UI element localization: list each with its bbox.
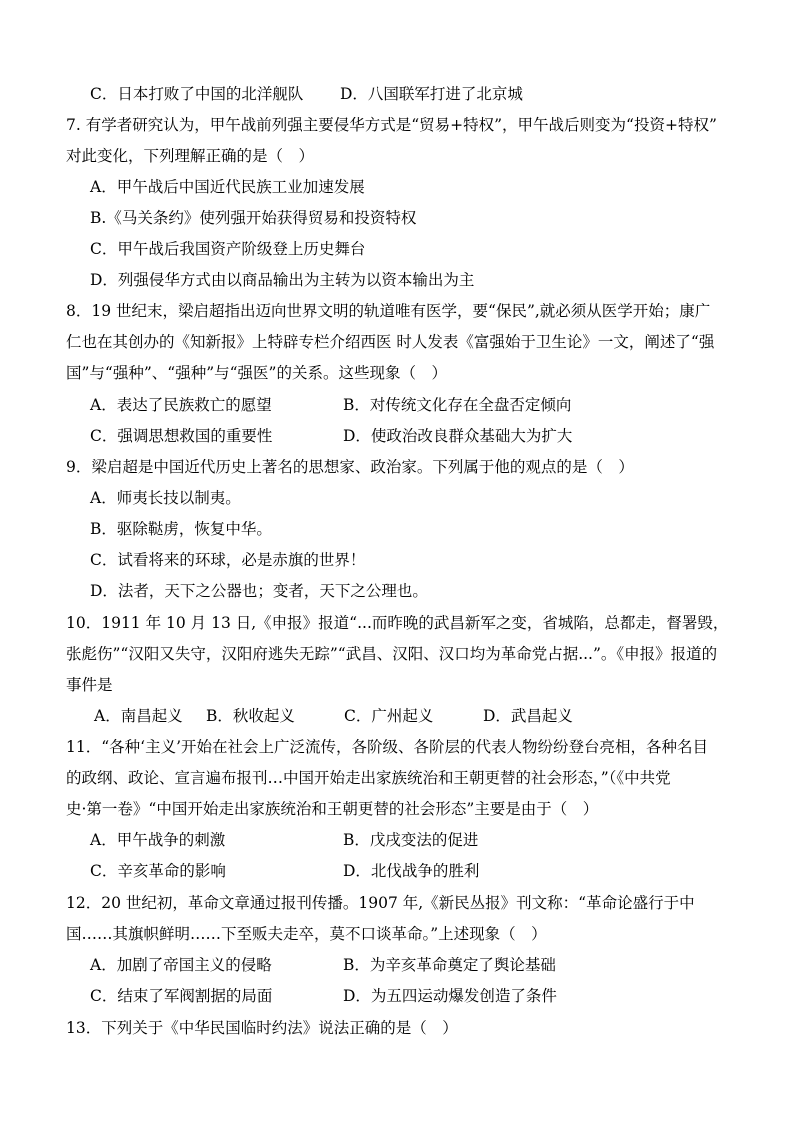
q11-option-b: B．戊戌变法的促进	[343, 831, 479, 849]
q10-stem-line2: 张彪伤”“汉阳又失守，汉阳府逃失无踪”“武昌、汉阳、汉口均为革命党占据...”。《申报》报道的	[66, 645, 718, 663]
q7-stem-line1: 7. 有学者研究认为，甲午战前列强主要侵华方式是“贸易+特权”，甲午战后则变为“投资+特权”	[66, 116, 717, 134]
q9-option-c: C．试看将来的环球，必是赤旗的世界！	[90, 551, 366, 569]
q13-stem-line1: 13．下列关于《中华民国临时约法》说法正确的是（ ）	[66, 1019, 458, 1037]
q10-stem-line3: 事件是	[66, 676, 113, 694]
q9-option-a: A．师夷长技以制夷。	[90, 489, 241, 507]
q7-stem-line2: 对此变化，下列理解正确的是（ ）	[66, 147, 315, 165]
q10-option-c: C．广州起义	[344, 707, 434, 725]
q8-option-c: C．强调思想救国的重要性	[90, 427, 273, 445]
q7-option-c: C．甲午战后我国资产阶级登上历史舞台	[90, 240, 366, 258]
q9-option-d: D．法者，天下之公器也；变者，天下之公理也。	[90, 582, 428, 600]
q7-option-b: B.《马关条约》使列强开始获得贸易和投资特权	[90, 209, 417, 227]
q8-stem-line3: 国”与“强种”、“强种”与“强医”的关系。这些现象（ ）	[66, 364, 447, 382]
q9-option-b: B．驱除鞑虏，恢复中华。	[90, 520, 272, 538]
q8-stem-line1: 8．19 世纪末，梁启超指出迈向世界文明的轨道唯有医学，要“保民”,就必须从医学开始；康广	[66, 302, 711, 320]
q8-option-d: D．使政治改良群众基础大为扩大	[343, 427, 573, 445]
q12-option-b: B．为辛亥革命奠定了舆论基础	[343, 956, 556, 974]
q12-option-c: C．结束了军阀割据的局面	[90, 987, 273, 1005]
q11-option-c: C．辛亥革命的影响	[90, 862, 226, 880]
q8-stem-line2: 仁也在其创办的《知新报》上特辟专栏介绍西医 时人发表《富强始于卫生论》一文，阐述了“强	[66, 333, 715, 351]
q10-option-d: D．武昌起义	[483, 707, 573, 725]
q11-option-a: A．甲午战争的刺激	[90, 831, 226, 849]
q10-stem-line1: 10．1911 年 10 月 13 日,《申报》报道“...而昨晚的武昌新军之变，省城陷，总都走，督署毁，	[66, 614, 729, 632]
q12-stem-line1: 12．20 世纪初，革命文章通过报刊传播。1907 年,《新民丛报》刊文称：“革命论盛行于中	[66, 894, 695, 912]
q12-stem-line2: 国……其旗帜鲜明……下至贩夫走卒，莫不口谈革命。”上述现象（ ）	[66, 925, 547, 943]
q11-stem-line2: 的政纲、政论、宣言遍布报刊…中国开始走出家族统治和王朝更替的社会形态，”（《中共党	[66, 769, 671, 787]
q6-option-c: C．日本打败了中国的北洋舰队	[90, 85, 304, 103]
q6-option-d: D．八国联军打进了北京城	[340, 85, 523, 103]
q7-option-a: A．甲午战后中国近代民族工业加速发展	[90, 178, 365, 196]
q11-option-d: D．北伐战争的胜利	[343, 862, 480, 880]
q12-option-d: D．为五四运动爆发创造了条件	[343, 987, 557, 1005]
q7-option-d: D．列强侵华方式由以商品输出为主转为以资本输出为主	[90, 271, 475, 289]
q8-option-a: A．表达了民族救亡的愿望	[90, 396, 272, 414]
q8-option-b: B．对传统文化存在全盘否定倾向	[343, 396, 572, 414]
q11-stem-line3: 史·第一卷》“中国开始走出家族统治和王朝更替的社会形态”主要是由于（ ）	[66, 800, 599, 818]
q12-option-a: A．加剧了帝国主义的侵略	[90, 956, 272, 974]
q11-stem-line1: 11．“各种‘主义’开始在社会上广泛流传，各阶级、各阶层的代表人物纷纷登台亮相，各种名目	[66, 738, 709, 756]
q9-stem-line1: 9．梁启超是中国近代历史上著名的思想家、政治家。下列属于他的观点的是（ ）	[66, 458, 634, 476]
q10-option-b: B．秋收起义	[206, 707, 295, 725]
q10-option-a: A．南昌起义	[94, 707, 183, 725]
